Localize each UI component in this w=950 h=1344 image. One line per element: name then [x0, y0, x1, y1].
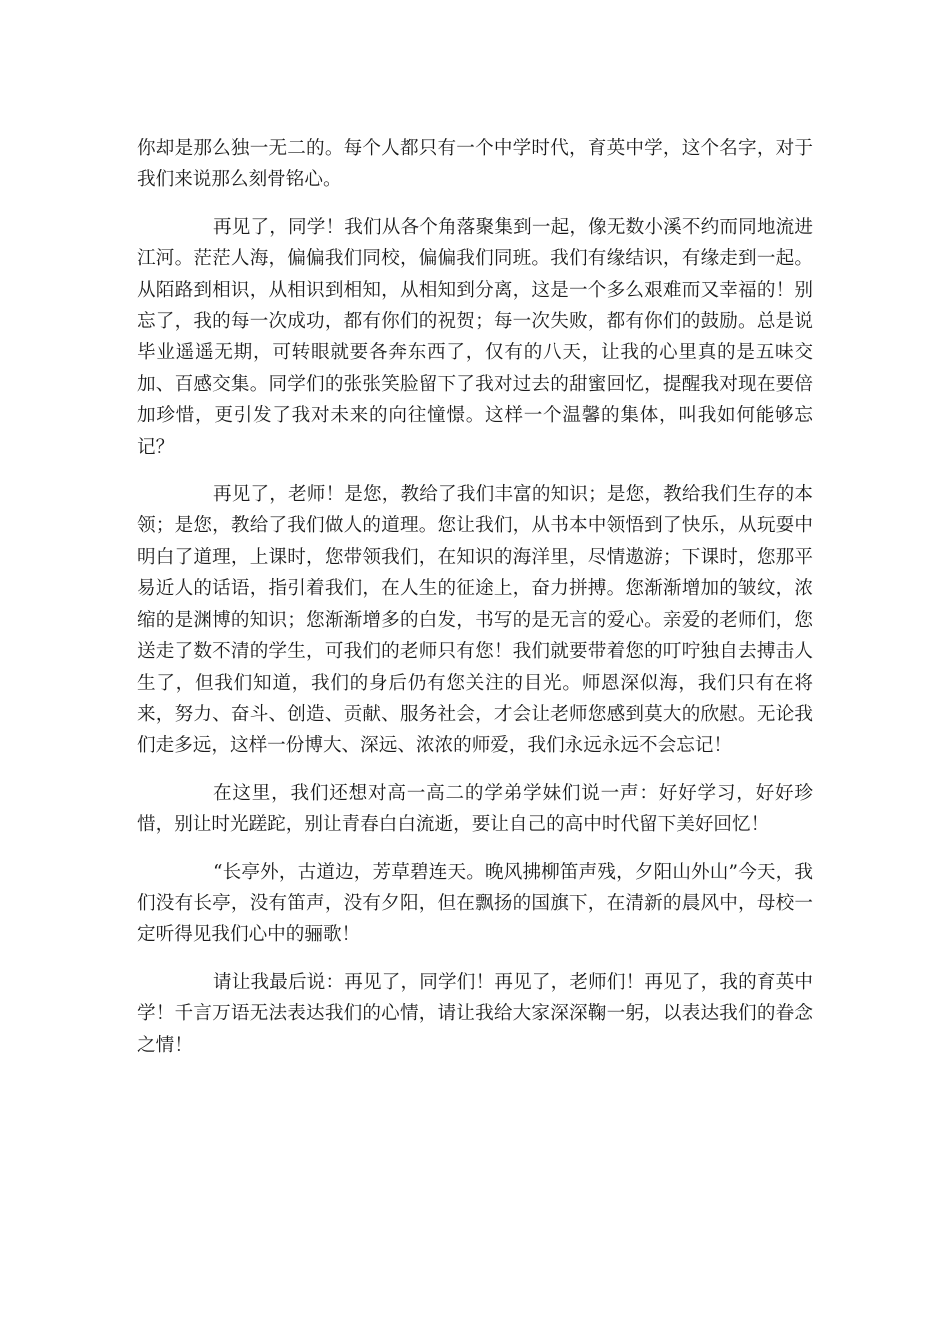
paragraph-continuation: 你却是那么独一无二的。每个人都只有一个中学时代，育英中学，这个名字，对于我们来说那么刻骨铭心。	[137, 138, 813, 191]
document-body	[137, 133, 813, 1077]
paragraph-farewell-song: “长亭外，古道边，芳草碧连天。晚风拂柳笛声残，夕阳山外山”今天，我们没有长亭，没有笛声，没有夕阳，但在飘扬的国旗下，在清新的晨风中，母校一定听得见我们心中的骊歌！	[137, 861, 813, 946]
paragraph-farewell-teachers: 再见了，老师！是您，教给了我们丰富的知识；是您，教给我们生存的本领；是您，教给了我们做人的道理。您让我们，从书本中领悟到了快乐，从玩耍中明白了道理，上课时，您带领我们，在知识的海洋里，尽情遨游；下课时，您那平易近人的话语，指引着我们，在人生的征途上，奋力拼搏。您渐渐增加的皱纹，浓缩的是渊博的知识；您渐渐增多的白发，书写的是无言的爱心。亲爱的老师们，您送走了数不清的学生，可我们的老师只有您！我们就要带着您的叮咛独自去搏击人生了，但我们知道，我们的身后仍有您关注的目光。师恩深似海，我们只有在将来，努力、奋斗、创造、贡献、服务社会，才会让老师您感到莫大的欣慰。无论我们走多远，这样一份博大、深远、浓浓的师爱，我们永远永远不会忘记！	[137, 484, 813, 757]
paragraph-final-words: 请让我最后说：再见了，同学们！再见了，老师们！再见了，我的育英中学！千言万语无法表达我们的心情，请让我给大家深深鞠一躬，以表达我们的眷念之情！	[137, 971, 813, 1056]
paragraph-farewell-classmates: 再见了，同学！我们从各个角落聚集到一起，像无数小溪不约而同地流进江河。茫茫人海，偏偏我们同校，偏偏我们同班。我们有缘结识，有缘走到一起。从陌路到相识，从相识到相知，从相知到分离，这是一个多么艰难而又幸福的！别忘了，我的每一次成功，都有你们的祝贺；每一次失败，都有你们的鼓励。总是说毕业遥遥无期，可转眼就要各奔东西了，仅有的八天，让我的心里真的是五味交加、百感交集。同学们的张张笑脸留下了我对过去的甜蜜回忆，提醒我对现在要倍加珍惜，更引发了我对未来的向往憧憬。这样一个温馨的集体，叫我如何能够忘记？	[137, 216, 813, 458]
paragraph-message-juniors: 在这里，我们还想对高一高二的学弟学妹们说一声：好好学习，好好珍惜，别让时光蹉跎，别让青春白白流逝，要让自己的高中时代留下美好回忆！	[137, 782, 813, 836]
